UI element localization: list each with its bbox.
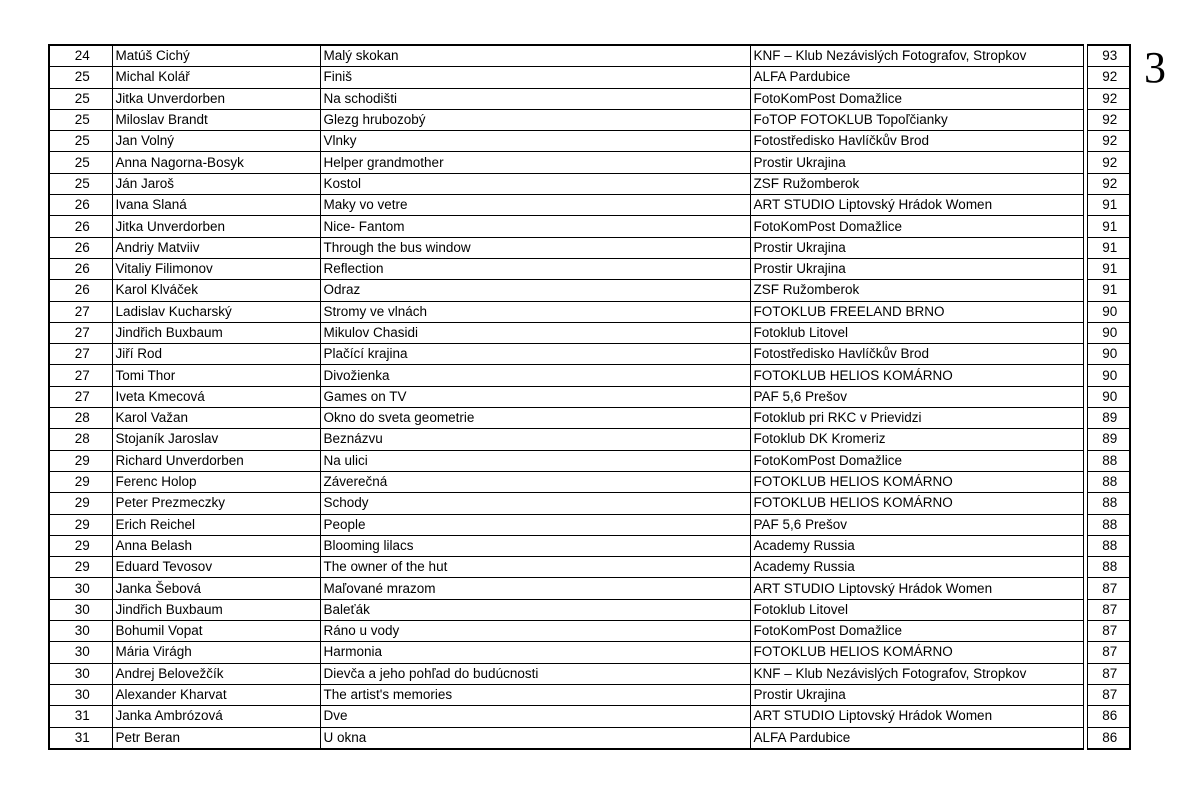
rank-cell: 29 bbox=[49, 471, 112, 492]
title-cell: Kostol bbox=[320, 173, 750, 194]
table-row bbox=[49, 621, 1130, 642]
table-row bbox=[49, 535, 1130, 556]
rank-cell: 30 bbox=[49, 684, 112, 705]
club-cell: Fotostředisko Havlíčkův Brod bbox=[750, 131, 1083, 152]
results-body bbox=[49, 45, 1130, 749]
title-cell: Dievča a jeho pohľad do budúcnosti bbox=[320, 663, 750, 684]
club-cell: FOTOKLUB FREELAND BRNO bbox=[750, 301, 1083, 322]
author-cell: Richard Unverdorben bbox=[112, 450, 320, 471]
club-cell: FoTOP FOTOKLUB Topoľčianky bbox=[750, 109, 1083, 130]
rank-cell: 25 bbox=[49, 131, 112, 152]
table-row bbox=[49, 173, 1130, 194]
rank-cell: 25 bbox=[49, 109, 112, 130]
table-row bbox=[49, 557, 1130, 578]
author-cell: Karol Važan bbox=[112, 408, 320, 429]
title-cell: Games on TV bbox=[320, 386, 750, 407]
author-cell: Jiří Rod bbox=[112, 344, 320, 365]
score-cell: 87 bbox=[1087, 663, 1130, 684]
title-cell: Finiš bbox=[320, 67, 750, 88]
rank-cell: 26 bbox=[49, 258, 112, 279]
score-cell: 87 bbox=[1087, 599, 1130, 620]
table-row bbox=[49, 67, 1130, 88]
title-cell: Baleťák bbox=[320, 599, 750, 620]
title-cell: U okna bbox=[320, 727, 750, 749]
club-cell: FotoKomPost Domažlice bbox=[750, 450, 1083, 471]
score-cell: 87 bbox=[1087, 578, 1130, 599]
club-cell: FotoKomPost Domažlice bbox=[750, 216, 1083, 237]
table-row bbox=[49, 450, 1130, 471]
author-cell: Tomi Thor bbox=[112, 365, 320, 386]
title-cell: Dve bbox=[320, 706, 750, 727]
score-cell: 90 bbox=[1087, 322, 1130, 343]
table-row bbox=[49, 237, 1130, 258]
club-cell: Prostir Ukrajina bbox=[750, 152, 1083, 173]
rank-cell: 31 bbox=[49, 727, 112, 749]
score-cell: 90 bbox=[1087, 365, 1130, 386]
rank-cell: 31 bbox=[49, 706, 112, 727]
club-cell: Academy Russia bbox=[750, 535, 1083, 556]
club-cell: Academy Russia bbox=[750, 557, 1083, 578]
club-cell: FotoKomPost Domažlice bbox=[750, 621, 1083, 642]
title-cell: Nice- Fantom bbox=[320, 216, 750, 237]
table-row bbox=[49, 216, 1130, 237]
page-number: 3 bbox=[1144, 43, 1166, 92]
title-cell: Beznázvu bbox=[320, 429, 750, 450]
author-cell: Matúš Cichý bbox=[112, 45, 320, 67]
club-cell: Prostir Ukrajina bbox=[750, 684, 1083, 705]
score-cell: 87 bbox=[1087, 621, 1130, 642]
author-cell: Ján Jaroš bbox=[112, 173, 320, 194]
rank-cell: 28 bbox=[49, 429, 112, 450]
title-cell: Harmonia bbox=[320, 642, 750, 663]
title-cell: Na ulici bbox=[320, 450, 750, 471]
author-cell: Andriy Matviiv bbox=[112, 237, 320, 258]
table-row bbox=[49, 88, 1130, 109]
rank-cell: 27 bbox=[49, 365, 112, 386]
rank-cell: 27 bbox=[49, 322, 112, 343]
club-cell: ART STUDIO Liptovský Hrádok Women bbox=[750, 706, 1083, 727]
rank-cell: 26 bbox=[49, 195, 112, 216]
club-cell: ALFA Pardubice bbox=[750, 67, 1083, 88]
table-row bbox=[49, 301, 1130, 322]
score-cell: 92 bbox=[1087, 131, 1130, 152]
score-cell: 90 bbox=[1087, 344, 1130, 365]
club-cell: FOTOKLUB HELIOS KOMÁRNO bbox=[750, 493, 1083, 514]
rank-cell: 26 bbox=[49, 237, 112, 258]
table-row bbox=[49, 280, 1130, 301]
rank-cell: 30 bbox=[49, 621, 112, 642]
table-row bbox=[49, 365, 1130, 386]
club-cell: Prostir Ukrajina bbox=[750, 258, 1083, 279]
author-cell: Erich Reichel bbox=[112, 514, 320, 535]
table-row bbox=[49, 727, 1130, 749]
author-cell: Jindřich Buxbaum bbox=[112, 599, 320, 620]
rank-cell: 25 bbox=[49, 88, 112, 109]
score-cell: 88 bbox=[1087, 514, 1130, 535]
author-cell: Ladislav Kucharský bbox=[112, 301, 320, 322]
score-cell: 93 bbox=[1087, 45, 1130, 67]
club-cell: ZSF Ružomberok bbox=[750, 173, 1083, 194]
club-cell: KNF – Klub Nezávislých Fotografov, Stropkov bbox=[750, 45, 1083, 67]
author-cell: Petr Beran bbox=[112, 727, 320, 749]
author-cell: Peter Prezmeczky bbox=[112, 493, 320, 514]
title-cell: Záverečná bbox=[320, 471, 750, 492]
club-cell: KNF – Klub Nezávislých Fotografov, Stropkov bbox=[750, 663, 1083, 684]
title-cell: Mikulov Chasidi bbox=[320, 322, 750, 343]
club-cell: FotoKomPost Domažlice bbox=[750, 88, 1083, 109]
author-cell: Jindřich Buxbaum bbox=[112, 322, 320, 343]
rank-cell: 29 bbox=[49, 535, 112, 556]
table-row bbox=[49, 322, 1130, 343]
rank-cell: 30 bbox=[49, 578, 112, 599]
score-cell: 91 bbox=[1087, 237, 1130, 258]
score-cell: 88 bbox=[1087, 450, 1130, 471]
title-cell: Vlnky bbox=[320, 131, 750, 152]
score-cell: 92 bbox=[1087, 109, 1130, 130]
club-cell: FOTOKLUB HELIOS KOMÁRNO bbox=[750, 365, 1083, 386]
rank-cell: 29 bbox=[49, 557, 112, 578]
author-cell: Jitka Unverdorben bbox=[112, 88, 320, 109]
author-cell: Anna Belash bbox=[112, 535, 320, 556]
author-cell: Janka Ambrózová bbox=[112, 706, 320, 727]
score-cell: 87 bbox=[1087, 642, 1130, 663]
title-cell: The artist's memories bbox=[320, 684, 750, 705]
author-cell: Michal Kolář bbox=[112, 67, 320, 88]
score-cell: 89 bbox=[1087, 408, 1130, 429]
score-cell: 91 bbox=[1087, 195, 1130, 216]
club-cell: ALFA Pardubice bbox=[750, 727, 1083, 749]
title-cell: People bbox=[320, 514, 750, 535]
rank-cell: 29 bbox=[49, 514, 112, 535]
club-cell: Prostir Ukrajina bbox=[750, 237, 1083, 258]
title-cell: Ráno u vody bbox=[320, 621, 750, 642]
title-cell: Maky vo vetre bbox=[320, 195, 750, 216]
author-cell: Iveta Kmecová bbox=[112, 386, 320, 407]
rank-cell: 28 bbox=[49, 408, 112, 429]
rank-cell: 27 bbox=[49, 344, 112, 365]
club-cell: Fotoklub pri RKC v Prievidzi bbox=[750, 408, 1083, 429]
table-row bbox=[49, 663, 1130, 684]
score-cell: 92 bbox=[1087, 67, 1130, 88]
score-cell: 88 bbox=[1087, 535, 1130, 556]
table-row bbox=[49, 706, 1130, 727]
club-cell: Fotoklub Litovel bbox=[750, 322, 1083, 343]
author-cell: Miloslav Brandt bbox=[112, 109, 320, 130]
title-cell: Through the bus window bbox=[320, 237, 750, 258]
club-cell: ZSF Ružomberok bbox=[750, 280, 1083, 301]
title-cell: Schody bbox=[320, 493, 750, 514]
score-cell: 88 bbox=[1087, 557, 1130, 578]
score-cell: 90 bbox=[1087, 301, 1130, 322]
author-cell: Mária Virágh bbox=[112, 642, 320, 663]
title-cell: Blooming lilacs bbox=[320, 535, 750, 556]
rank-cell: 26 bbox=[49, 280, 112, 301]
table-row bbox=[49, 493, 1130, 514]
author-cell: Janka Šebová bbox=[112, 578, 320, 599]
table-row bbox=[49, 195, 1130, 216]
author-cell: Ivana Slaná bbox=[112, 195, 320, 216]
title-cell: Malý skokan bbox=[320, 45, 750, 67]
table-row bbox=[49, 684, 1130, 705]
author-cell: Alexander Kharvat bbox=[112, 684, 320, 705]
rank-cell: 30 bbox=[49, 663, 112, 684]
author-cell: Karol Klváček bbox=[112, 280, 320, 301]
title-cell: Reflection bbox=[320, 258, 750, 279]
club-cell: ART STUDIO Liptovský Hrádok Women bbox=[750, 578, 1083, 599]
score-cell: 91 bbox=[1087, 216, 1130, 237]
author-cell: Bohumil Vopat bbox=[112, 621, 320, 642]
rank-cell: 25 bbox=[49, 67, 112, 88]
table-row bbox=[49, 599, 1130, 620]
score-cell: 92 bbox=[1087, 152, 1130, 173]
rank-cell: 25 bbox=[49, 152, 112, 173]
table-row bbox=[49, 152, 1130, 173]
title-cell: The owner of the hut bbox=[320, 557, 750, 578]
score-cell: 92 bbox=[1087, 88, 1130, 109]
score-cell: 91 bbox=[1087, 258, 1130, 279]
score-cell: 88 bbox=[1087, 471, 1130, 492]
club-cell: Fotostředisko Havlíčkův Brod bbox=[750, 344, 1083, 365]
rank-cell: 27 bbox=[49, 386, 112, 407]
club-cell: Fotoklub Litovel bbox=[750, 599, 1083, 620]
club-cell: PAF 5,6 Prešov bbox=[750, 386, 1083, 407]
score-cell: 87 bbox=[1087, 684, 1130, 705]
score-cell: 90 bbox=[1087, 386, 1130, 407]
club-cell: FOTOKLUB HELIOS KOMÁRNO bbox=[750, 642, 1083, 663]
club-cell: FOTOKLUB HELIOS KOMÁRNO bbox=[750, 471, 1083, 492]
rank-cell: 25 bbox=[49, 173, 112, 194]
rank-cell: 27 bbox=[49, 301, 112, 322]
title-cell: Divožienka bbox=[320, 365, 750, 386]
table-row bbox=[49, 258, 1130, 279]
table-row bbox=[49, 642, 1130, 663]
table-row bbox=[49, 408, 1130, 429]
author-cell: Andrej Belovežčík bbox=[112, 663, 320, 684]
table-row bbox=[49, 514, 1130, 535]
results-table bbox=[48, 44, 1131, 750]
author-cell: Eduard Tevosov bbox=[112, 557, 320, 578]
author-cell: Ferenc Holop bbox=[112, 471, 320, 492]
table-row bbox=[49, 344, 1130, 365]
title-cell: Na schodišti bbox=[320, 88, 750, 109]
rank-cell: 24 bbox=[49, 45, 112, 67]
title-cell: Glezg hrubozobý bbox=[320, 109, 750, 130]
title-cell: Okno do sveta geometrie bbox=[320, 408, 750, 429]
rank-cell: 26 bbox=[49, 216, 112, 237]
score-cell: 88 bbox=[1087, 493, 1130, 514]
title-cell: Helper grandmother bbox=[320, 152, 750, 173]
score-cell: 92 bbox=[1087, 173, 1130, 194]
club-cell: PAF 5,6 Prešov bbox=[750, 514, 1083, 535]
title-cell: Odraz bbox=[320, 280, 750, 301]
score-cell: 91 bbox=[1087, 280, 1130, 301]
club-cell: ART STUDIO Liptovský Hrádok Women bbox=[750, 195, 1083, 216]
rank-cell: 29 bbox=[49, 493, 112, 514]
score-cell: 86 bbox=[1087, 727, 1130, 749]
rank-cell: 30 bbox=[49, 642, 112, 663]
table-row bbox=[49, 429, 1130, 450]
score-cell: 89 bbox=[1087, 429, 1130, 450]
table-row bbox=[49, 578, 1130, 599]
author-cell: Jitka Unverdorben bbox=[112, 216, 320, 237]
author-cell: Vitaliy Filimonov bbox=[112, 258, 320, 279]
score-cell: 86 bbox=[1087, 706, 1130, 727]
club-cell: Fotoklub DK Kromeriz bbox=[750, 429, 1083, 450]
title-cell: Stromy ve vlnách bbox=[320, 301, 750, 322]
author-cell: Stojaník Jaroslav bbox=[112, 429, 320, 450]
rank-cell: 29 bbox=[49, 450, 112, 471]
title-cell: Maľované mrazom bbox=[320, 578, 750, 599]
table-row bbox=[49, 109, 1130, 130]
table-row bbox=[49, 131, 1130, 152]
author-cell: Anna Nagorna-Bosyk bbox=[112, 152, 320, 173]
rank-cell: 30 bbox=[49, 599, 112, 620]
table-row bbox=[49, 471, 1130, 492]
table-row bbox=[49, 45, 1130, 67]
title-cell: Plačící krajina bbox=[320, 344, 750, 365]
author-cell: Jan Volný bbox=[112, 131, 320, 152]
table-row bbox=[49, 386, 1130, 407]
